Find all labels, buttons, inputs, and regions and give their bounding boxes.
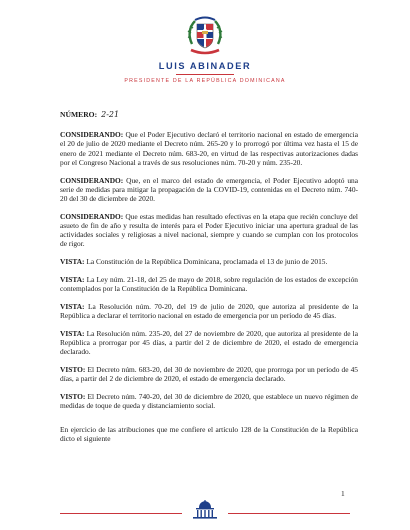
considerando-2 <box>60 176 358 204</box>
closing-paragraph: En ejercicio de las atribuciones que me confiere el artículo 128 de la Constitución de la República dicto el siguiente <box>60 424 358 443</box>
paragraph-lead: VISTA: <box>60 329 85 339</box>
vista-1 <box>60 257 358 266</box>
footer-divider-left <box>60 513 182 514</box>
header-divider <box>176 74 234 75</box>
president-name: LUIS ABINADER <box>158 61 252 71</box>
paragraph-text: La Resolución núm. 235-20, del 27 de noviembre de 2020, que autoriza al presidente de la República a prorrogar por 45 días, a partir del 2 de diciembre de 2020, el estado de emergencia declarado. <box>60 329 358 357</box>
paragraph-lead: CONSIDERANDO: <box>60 175 124 185</box>
visto-1 <box>60 365 358 383</box>
paragraph-text: El Decreto núm. 740-20, del 30 de diciembre de 2020, que establece un nuevo régimen de medidas de toque de queda y distanciamiento social. <box>60 392 358 411</box>
considerando-3 <box>60 212 358 249</box>
paragraph-lead: CONSIDERANDO: <box>60 211 124 221</box>
paragraph-lead: VISTA: <box>60 275 85 285</box>
coat-of-arms-icon <box>183 14 227 58</box>
considerando-1 <box>60 130 358 167</box>
paragraph-text: Que, en el marco del estado de emergencia, el Poder Ejecutivo adoptó una serie de medidas para mitigar la propagación de la COVID-19, contenidas en el Decreto núm. 740-20 del 30 de diciembre de 2020. <box>60 175 358 204</box>
paragraph-lead: VISTO: <box>60 392 86 402</box>
decree-number-value: 2-21 <box>101 110 120 119</box>
decree-body <box>60 110 358 452</box>
vista-2 <box>60 275 358 293</box>
president-title: PRESIDENTE DE LA REPÚBLICA DOMINICANA <box>124 78 286 84</box>
paragraph-lead: VISTO: <box>60 365 86 375</box>
vista-3 <box>60 302 358 320</box>
national-palace-icon <box>190 500 220 520</box>
visto-2 <box>60 392 358 410</box>
paragraph-text: La Constitución de la República Dominicana, proclamada el 13 de junio de 2015. <box>84 257 328 267</box>
paragraph-text: El Decreto núm. 683-20, del 30 de noviembre de 2020, que prorroga por un período de 45 días, a partir del 2 de diciembre de 2020, el estado de emergencia declarado. <box>60 365 358 384</box>
decree-number-label: NÚMERO: <box>60 110 98 119</box>
paragraph-text: Que estas medidas han resultado efectivas en la etapa que recién concluye del asueto de fin de año y resulta de interés para el Poder Ejecutivo iniciar una apertura gradual de las actividades sociales y religiosas a nivel nacional, siempre y cuando se cumplan con los protocolos de rigor. <box>60 211 358 249</box>
paragraph-lead: CONSIDERANDO: <box>60 130 124 140</box>
paragraph-lead: VISTA: <box>60 302 85 312</box>
paragraph-text: La Ley núm. 21-18, del 25 de mayo de 2018, sobre regulación de los estados de excepción contemplados por la Constitución de la República Dominicana. <box>60 275 358 294</box>
paragraph-text: La Resolución núm. 70-20, del 19 de julio de 2020, que autoriza al presidente de la República a declarar el territorio nacional en estado de emergencia por un período de 45 días. <box>60 302 358 321</box>
decree-number <box>60 110 358 119</box>
footer-divider-right <box>228 513 350 514</box>
paragraph-text: Que el Poder Ejecutivo declaró el territorio nacional en estado de emergencia el 20 de julio de 2020 mediante el Decreto núm. 265-20 y lo prorrogó por última vez hasta el 15 de enero de 2021 mediante el Decreto núm. 683-20, en virtud de las respectivas autorizaciones dadas por el Congreso Nacional a través de sus resoluciones núm. 70-20 y núm. 235-20. <box>60 130 358 167</box>
paragraph-lead: VISTA: <box>60 257 85 267</box>
page-number: 1 <box>341 489 345 498</box>
vista-4 <box>60 329 358 357</box>
